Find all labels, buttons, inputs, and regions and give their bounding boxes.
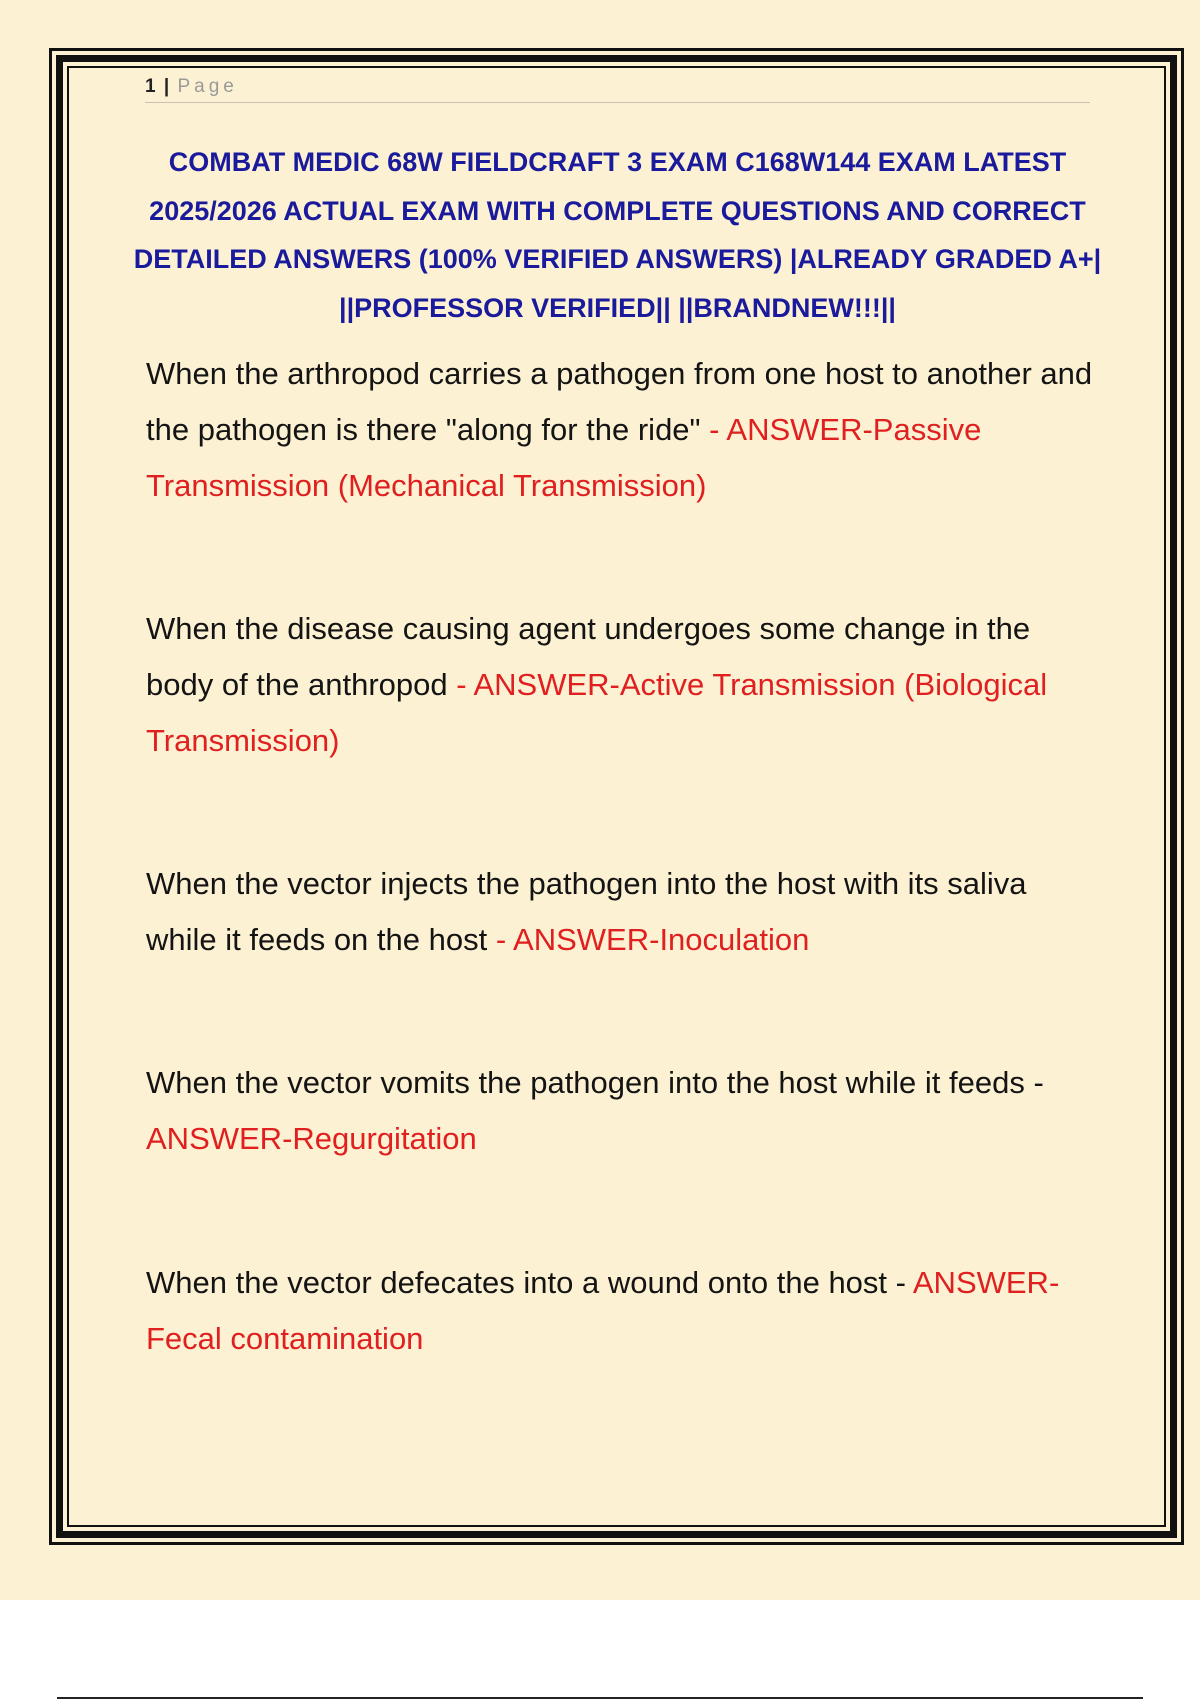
qa-item: [146, 346, 1101, 514]
page-header: [145, 74, 1090, 103]
document-title: COMBAT MEDIC 68W FIELDCRAFT 3 EXAM C168W144 EXAM LATEST 2025/2026 ACTUAL EXAM WITH COMPLETE QUESTIONS AND CORRECT DETAILED ANSWERS (100% VERIFIED ANSWERS) |ALREADY GRADED A+| ||PROFESSOR VERIFIED|| ||BRANDNEW!!!||: [133, 147, 1102, 323]
question-text: When the arthropod carries a pathogen from one host to another and the pathogen is there "along for the ride": [146, 356, 1093, 447]
qa-item: [146, 856, 1101, 968]
page-label: Page: [177, 76, 238, 97]
question-text: When the disease causing agent undergoes some change in the body of the anthropod: [146, 611, 1031, 702]
qa-item: [146, 1055, 1101, 1167]
qa-item: [146, 601, 1101, 769]
answer-text: - ANSWER-Passive Transmission (Mechanical Transmission): [146, 412, 982, 503]
page-number: 1: [145, 76, 156, 97]
qa-item: [146, 1255, 1101, 1367]
answer-text: ANSWER-Regurgitation: [146, 1121, 477, 1156]
next-page-top-rule: [57, 1697, 1143, 1699]
answer-text: ANSWER-Fecal contamination: [146, 1265, 1060, 1356]
question-text: When the vector vomits the pathogen into the host while it feeds -: [146, 1065, 1044, 1100]
answer-text: - ANSWER-Active Transmission (Biological Transmission): [146, 667, 1048, 758]
question-text: When the vector injects the pathogen into the host with its saliva while it feeds on the host: [146, 866, 1027, 957]
page-header-separator: |: [163, 76, 170, 97]
question-text: When the vector defecates into a wound onto the host -: [146, 1265, 913, 1300]
answer-text: - ANSWER-Inoculation: [495, 922, 810, 957]
